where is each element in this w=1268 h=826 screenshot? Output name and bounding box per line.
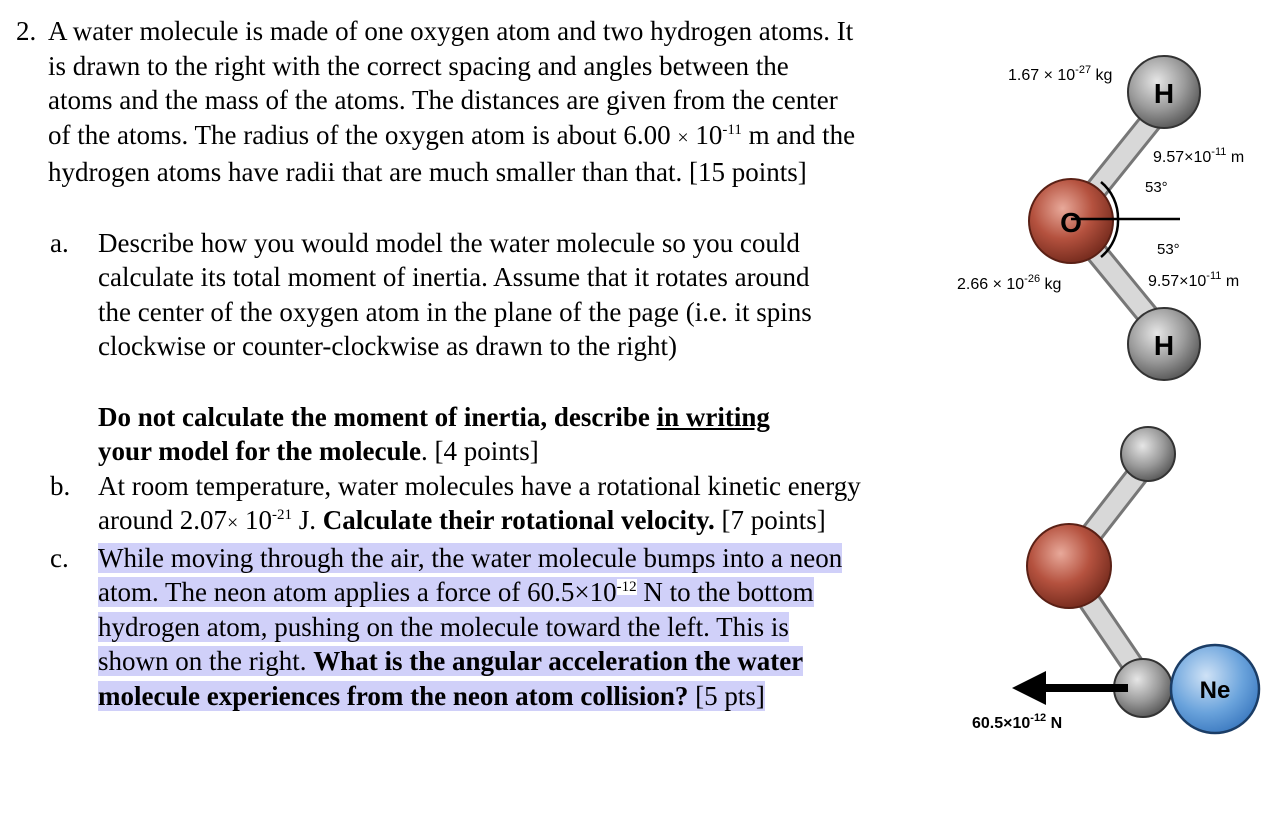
part-c-line-3: hydrogen atom, pushing on the molecule toward the left. This is — [98, 611, 789, 642]
part-a — [16, 226, 956, 469]
part-a-label: a. — [50, 227, 69, 258]
part-c-label: c. — [50, 542, 69, 573]
part-c-line-1: c. While moving through the air, the water molecule bumps into a neon — [16, 541, 956, 576]
intro-line-3: atoms and the mass of the atoms. The distances are given from the center — [48, 85, 838, 115]
angle-bottom-label: 53° — [1157, 241, 1180, 258]
water-molecule-diagram — [948, 50, 1268, 390]
part-c-line-5: molecule experiences from the neon atom collision? [5 pts] — [98, 680, 765, 711]
part-c-line-4: shown on the right. What is the angular acceleration the water — [98, 646, 804, 676]
intro-line-4: of the atoms. The radius of the oxygen atom is about $6.00 \times 10^{-11}$ m and the — [48, 119, 856, 150]
hydrogen-mass-label: $1.67 \times 10^{-27}$ kg — [1008, 64, 1113, 84]
oxygen-mass-label: $2.66 \times 10^{-26}$ kg — [957, 273, 1062, 293]
distance-top-label: $9.57\times 10^{-11}$ m — [1153, 146, 1245, 166]
part-a-line-1: a. Describe how you would model the water molecule so you could — [16, 226, 956, 261]
part-c — [16, 541, 956, 714]
distance-bottom-label: $9.57\times 10^{-11}$ m — [1148, 270, 1240, 290]
hydrogen-top-label: H — [1153, 78, 1175, 109]
in-writing-underline: in writing — [656, 401, 770, 432]
oxygen-label: O — [1060, 207, 1082, 238]
part-a-instruction-1: Do not calculate the moment of inertia, describe in writing — [98, 401, 770, 432]
intro-line-2: is drawn to the right with the correct spacing and angles between the — [48, 50, 789, 81]
force-arrow-head — [1012, 671, 1046, 705]
part-a-line-2: calculate its total moment of inertia. Assume that it rotates around — [98, 262, 810, 292]
intro-line-1: 2. A water molecule is made of one oxygen atom and two hydrogen atoms. It — [16, 14, 956, 49]
neon-collision-diagram — [948, 410, 1268, 750]
question-block — [16, 14, 956, 713]
force-label: $60.5\times 10^{-12}$ N — [972, 712, 1063, 732]
hydrogen-bottom-label: H — [1153, 330, 1175, 361]
part-a-line-3: the center of the oxygen atom in the plane of the page (i.e. it spins — [98, 296, 812, 327]
part-a-line-4: clockwise or counter-clockwise as drawn to the right) — [98, 331, 678, 361]
oxygen-atom-2 — [1027, 524, 1111, 608]
question-number: 2. — [16, 16, 37, 46]
part-b-line-1: b. At room temperature, water molecules have a rotational kinetic energy — [16, 469, 956, 504]
angle-top-label: 53° — [1145, 179, 1168, 196]
part-c-line-2: atom. The neon atom applies a force of $60.5\times 10^{-12}$ N to the bottom — [98, 577, 814, 607]
intro-line-5: hydrogen atoms have radii that are much smaller than that. [15 points] — [48, 157, 807, 187]
hydrogen-atom-top-2 — [1121, 427, 1175, 481]
part-a-instruction-2: your model for the molecule. [4 points] — [98, 436, 539, 466]
neon-label: Ne — [1199, 677, 1231, 704]
part-b-line-2: around $2.07\times 10^{-21}$ J. Calculate their rotational velocity. [7 points] — [98, 505, 826, 535]
part-b-label: b. — [50, 470, 71, 501]
part-b — [16, 469, 956, 541]
